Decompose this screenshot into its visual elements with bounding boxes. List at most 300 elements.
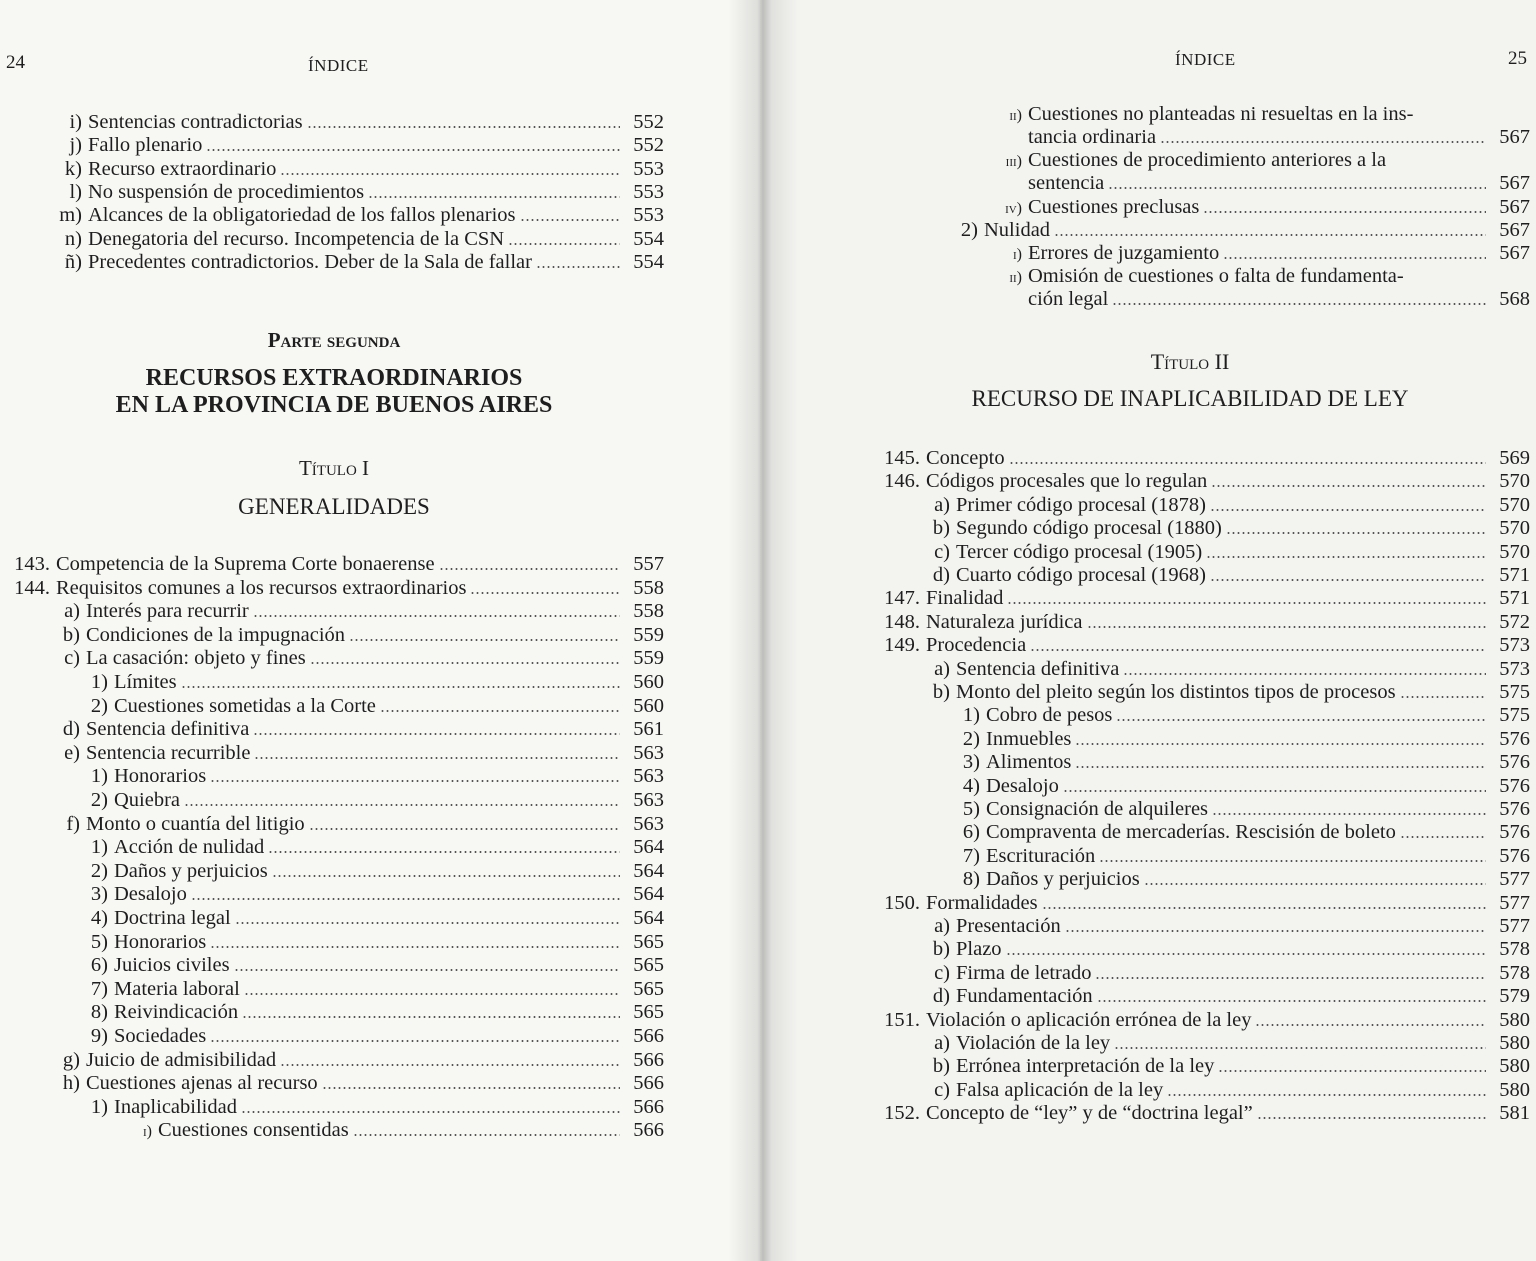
leader-dots <box>1400 695 1486 699</box>
toc-entry-label: m) <box>59 204 82 227</box>
toc-entry-text: Nulidad <box>984 219 1051 241</box>
toc-entry-text: Inaplicabilidad <box>114 1095 237 1118</box>
toc-entry-label: g) <box>62 1048 80 1071</box>
toc-entry-page: 558 <box>633 600 664 623</box>
toc-entry-text: Sentencia definitiva <box>956 657 1120 680</box>
toc-entry-label: iv) <box>1005 199 1022 217</box>
leader-dots <box>210 1039 620 1043</box>
toc-entry-text: Honorarios <box>114 765 207 788</box>
toc-entry-text: Fallo plenario <box>88 134 203 157</box>
toc-entry-label: 2) <box>960 219 978 241</box>
toc-entry-text: Errores de juzgamiento <box>1028 242 1220 265</box>
toc-entry-label: 149. <box>884 634 920 657</box>
toc-entry-page: 566 <box>633 1119 664 1142</box>
toc-entry <box>920 657 1530 681</box>
toc-entry-page: 554 <box>633 227 664 250</box>
toc-entry <box>44 180 664 204</box>
toc-entry <box>4 552 664 576</box>
leader-dots <box>1042 906 1486 910</box>
toc-entry <box>872 633 1530 657</box>
leader-dots <box>349 638 620 642</box>
toc-entry <box>52 646 664 670</box>
toc-entry-text: Cuestiones sometidas a la Corte <box>114 694 376 717</box>
toc-entry <box>920 937 1530 961</box>
toc-entry-page: 580 <box>1499 1055 1530 1078</box>
toc-entry-label: 2) <box>90 859 108 882</box>
toc-entry <box>52 741 664 765</box>
toc-entry-page: 566 <box>633 1095 664 1118</box>
toc-entry-label: b) <box>932 1055 950 1078</box>
toc-entry-continuation <box>1028 171 1530 195</box>
toc-entry-label: 2) <box>90 789 108 811</box>
toc-entry-page: 576 <box>1499 844 1530 867</box>
toc-entry <box>872 586 1530 610</box>
leader-dots <box>244 992 620 996</box>
toc-entry-text: Desalojo <box>986 774 1059 797</box>
leader-dots <box>272 874 620 878</box>
toc-entry-label: a) <box>934 915 950 937</box>
toc-entry <box>966 241 1530 265</box>
toc-entry <box>44 157 664 181</box>
left-page <box>0 0 760 1261</box>
toc-entry-page: 565 <box>633 954 664 977</box>
toc-entry-text: Sentencia recurrible <box>86 741 251 764</box>
toc-entry-text: Cobro de pesos <box>986 704 1113 727</box>
leader-dots <box>520 218 620 222</box>
toc-entry-continuation <box>1028 287 1530 311</box>
leader-dots <box>1097 999 1486 1003</box>
toc-entry-page: 579 <box>1499 985 1530 1008</box>
toc-entry <box>52 1071 664 1095</box>
toc-entry-label: a) <box>934 493 950 516</box>
toc-entry-label: 147. <box>884 587 920 610</box>
toc-entry-page: 578 <box>1499 961 1530 984</box>
leader-dots <box>210 945 620 949</box>
toc-entry <box>966 264 1490 288</box>
toc-entry-label: d) <box>932 564 950 586</box>
toc-entry-page: 581 <box>1499 1102 1530 1125</box>
leader-dots <box>253 732 620 736</box>
leader-dots <box>368 195 620 199</box>
toc-entry-text: Formalidades <box>926 891 1038 914</box>
leader-dots <box>1167 1093 1486 1097</box>
toc-entry <box>966 195 1530 219</box>
toc-entry-text: Alimentos <box>986 751 1072 774</box>
toc-entry-page: 573 <box>1499 634 1530 657</box>
toc-entry-label: i) <box>1013 246 1022 264</box>
leader-dots <box>1087 625 1486 629</box>
toc-entry-page: 563 <box>633 812 664 835</box>
toc-entry <box>52 1048 664 1072</box>
toc-entry-page: 566 <box>633 1072 664 1095</box>
toc-entry-text: Cuestiones consentidas <box>158 1119 349 1142</box>
leader-dots <box>1114 1046 1486 1050</box>
toc-entry-text-line-1: Cuestiones de procedimiento anteriores a la <box>1028 149 1387 172</box>
toc-entry <box>920 1078 1530 1102</box>
toc-entry-page: 567 <box>1499 126 1530 148</box>
leader-dots <box>536 265 620 269</box>
toc-entry-page: 572 <box>1499 610 1530 633</box>
leader-dots <box>1009 461 1486 465</box>
toc-entry-page: 566 <box>633 1048 664 1071</box>
toc-entry-text-line-1: Omisión de cuestiones o falta de fundamenta- <box>1028 265 1404 288</box>
toc-entry-text: Condiciones de la impugnación <box>86 623 346 646</box>
toc-entry-label: ñ) <box>64 250 82 273</box>
part-label: Parte segunda <box>267 328 401 352</box>
leader-dots <box>1203 210 1486 214</box>
toc-entry-label: d) <box>62 718 80 741</box>
toc-entry-page: 573 <box>1499 657 1530 680</box>
toc-entry <box>948 844 1530 868</box>
leader-dots <box>1218 1069 1486 1073</box>
toc-entry <box>872 610 1530 634</box>
toc-entry-text: Materia laboral <box>114 977 240 1000</box>
toc-entry-page: 554 <box>633 250 664 273</box>
toc-entry-text: Quiebra <box>114 789 181 811</box>
leader-dots <box>184 803 620 807</box>
toc-entry <box>948 727 1530 751</box>
toc-entry-page: 553 <box>633 204 664 227</box>
toc-entry-page: 565 <box>633 930 664 953</box>
leader-dots <box>1112 302 1486 306</box>
toc-entry-label: b) <box>932 681 950 703</box>
toc-entry-text: Reivindicación <box>114 1001 239 1024</box>
toc-entry-text: No suspensión de procedimientos <box>88 180 365 203</box>
toc-entry-label: 3) <box>962 751 980 774</box>
toc-entry-page: 557 <box>633 553 664 575</box>
leader-dots <box>309 827 620 831</box>
toc-entry <box>52 717 664 741</box>
toc-entry-label: c) <box>934 1078 950 1101</box>
toc-entry-text: Doctrina legal <box>114 907 231 929</box>
toc-entry-label: i) <box>69 111 82 133</box>
toc-entry-label: 8) <box>90 1001 108 1024</box>
toc-entry <box>80 788 664 812</box>
leader-dots <box>307 125 620 129</box>
toc-entry-text: Denegatoria del recurso. Incompetencia de la CSN <box>88 227 505 250</box>
part-title-line-1: RECURSOS EXTRAORDINARIOS <box>145 365 523 391</box>
toc-entry <box>920 1031 1530 1055</box>
leader-dots <box>1212 812 1486 816</box>
leader-dots <box>1075 742 1486 746</box>
toc-entry-page: 563 <box>633 765 664 788</box>
toc-entry-page: 577 <box>1499 915 1530 937</box>
titulo-2-name: RECURSO DE INAPLICABILIDAD DE LEY <box>971 386 1409 411</box>
toc-entry-text-line-2: sentencia <box>1028 172 1105 195</box>
leader-dots <box>1160 140 1486 144</box>
toc-entry-label: i) <box>143 1123 152 1141</box>
toc-entry-label: c) <box>934 540 950 563</box>
leader-dots <box>1065 929 1486 933</box>
toc-entry-page: 578 <box>1499 938 1530 961</box>
leader-dots <box>1223 256 1486 260</box>
leader-dots <box>1400 835 1486 839</box>
toc-entry-text: Precedentes contradictorios. Deber de la Sala de fallar <box>88 250 532 273</box>
toc-entry-page: 564 <box>633 836 664 859</box>
leader-dots <box>353 1133 620 1137</box>
toc-entry <box>872 1101 1530 1125</box>
toc-entry <box>80 835 664 859</box>
toc-entry <box>44 250 664 274</box>
toc-entry-label: d) <box>932 985 950 1008</box>
toc-entry-text: Sentencias contradictorias <box>88 111 303 133</box>
toc-entry-text: Escrituración <box>986 844 1096 867</box>
toc-entry-label: 1) <box>90 765 108 788</box>
toc-entry <box>872 469 1530 493</box>
toc-entry-text: Monto o cuantía del litigio <box>86 812 305 835</box>
toc-entry-text: Sociedades <box>114 1025 207 1047</box>
toc-entry-page: 564 <box>633 859 664 882</box>
toc-entry-page: 580 <box>1499 1032 1530 1054</box>
toc-entry-label: 9) <box>90 1025 108 1047</box>
toc-entry-label: 5) <box>962 798 980 820</box>
toc-entry-page: 559 <box>633 623 664 646</box>
toc-entry-page: 580 <box>1499 1008 1530 1031</box>
toc-entry-text: Interés para recurrir <box>86 600 249 623</box>
toc-entry-page: 552 <box>633 111 664 133</box>
toc-entry <box>80 670 664 694</box>
toc-entry-label: l) <box>69 180 82 203</box>
toc-entry-page: 552 <box>633 134 664 157</box>
titulo-name: GENERALIDADES <box>238 494 430 519</box>
toc-entry-page: 565 <box>633 1001 664 1024</box>
toc-entry-text: Falsa aplicación de la ley <box>956 1078 1164 1101</box>
toc-entry-label: e) <box>64 741 80 764</box>
toc-entry-label: iii) <box>1005 153 1022 171</box>
leader-dots <box>181 685 620 689</box>
toc-entry-text: Recurso extraordinario <box>88 157 277 180</box>
toc-entry-label: h) <box>62 1072 80 1095</box>
toc-entry-page: 567 <box>1499 172 1530 195</box>
toc-entry-text: Tercer código procesal (1905) <box>956 540 1203 563</box>
toc-entry-text: Compraventa de mercaderías. Rescisión de boleto <box>986 821 1396 844</box>
right-running-head: ÍNDICE <box>1175 50 1236 69</box>
titulo-2-label: Título II <box>1150 349 1230 374</box>
toc-entry-label: 6) <box>962 821 980 844</box>
toc-entry-page: 571 <box>1499 587 1530 610</box>
toc-entry-label: n) <box>64 227 82 250</box>
toc-entry-text: Honorarios <box>114 930 207 953</box>
toc-entry-page: 576 <box>1499 774 1530 797</box>
toc-entry-page: 576 <box>1499 798 1530 820</box>
toc-entry-label: 8) <box>962 868 980 891</box>
toc-entry <box>948 703 1530 727</box>
right-page-number: 25 <box>1508 48 1527 69</box>
toc-entry <box>920 516 1530 540</box>
toc-entry-page: 576 <box>1499 727 1530 750</box>
toc-entry-label: 1) <box>90 1095 108 1118</box>
leader-dots <box>1116 718 1486 722</box>
left-running-head: ÍNDICE <box>308 56 369 75</box>
leader-dots <box>191 897 620 901</box>
right-page <box>760 0 1536 1261</box>
toc-entry-label: a) <box>934 657 950 680</box>
leader-dots <box>1063 789 1486 793</box>
toc-entry <box>44 110 664 134</box>
toc-entry-label: 143. <box>14 553 50 575</box>
toc-entry-text: Errónea interpretación de la ley <box>956 1055 1215 1078</box>
leader-dots <box>508 242 620 246</box>
toc-entry <box>948 750 1530 774</box>
toc-entry <box>920 493 1530 517</box>
toc-entry-label: b) <box>932 517 950 540</box>
toc-entry <box>80 977 664 1001</box>
toc-entry <box>948 797 1530 821</box>
toc-entry-page: 567 <box>1499 195 1530 218</box>
toc-entry-label: 3) <box>90 883 108 906</box>
leader-dots <box>1210 508 1486 512</box>
leader-dots <box>280 1063 620 1067</box>
toc-entry-page: 575 <box>1499 681 1530 703</box>
toc-entry <box>52 599 664 623</box>
toc-entry <box>110 1118 664 1142</box>
toc-entry-page: 565 <box>633 977 664 1000</box>
toc-entry-label: 4) <box>962 774 980 797</box>
titulo-label: Título I <box>298 456 370 480</box>
toc-entry-text: Cuestiones preclusas <box>1028 195 1200 218</box>
toc-entry <box>938 218 1530 242</box>
toc-entry-text: Presentación <box>956 915 1061 937</box>
toc-entry-page: 560 <box>633 694 664 717</box>
leader-dots <box>1054 233 1486 237</box>
toc-entry-label: 148. <box>884 610 920 633</box>
leader-dots <box>241 1110 620 1114</box>
toc-entry-text: Acción de nulidad <box>114 836 265 859</box>
toc-entry-page: 563 <box>633 741 664 764</box>
toc-entry-label: b) <box>62 623 80 646</box>
toc-entry-text: Sentencia definitiva <box>86 718 250 741</box>
toc-entry-page: 564 <box>633 907 664 929</box>
leader-dots <box>1123 672 1486 676</box>
toc-entry-label: 151. <box>884 1008 920 1031</box>
toc-entry-page: 570 <box>1499 517 1530 540</box>
toc-entry-label: 2) <box>962 727 980 750</box>
toc-entry-text: Límites <box>114 671 177 693</box>
toc-entry-label: 7) <box>90 977 108 1000</box>
toc-entry-text-line-1: Cuestiones no planteadas ni resueltas en la ins- <box>1028 103 1414 125</box>
toc-entry-text: Daños y perjuicios <box>114 859 268 882</box>
toc-entry <box>44 203 664 227</box>
toc-entry-text: Cuarto código procesal (1968) <box>956 564 1206 586</box>
toc-entry-text: Violación o aplicación errónea de la ley <box>926 1008 1252 1031</box>
toc-entry-text-line-2: ción legal <box>1028 288 1109 311</box>
toc-entry <box>948 774 1530 798</box>
toc-entry-label: 4) <box>90 907 108 929</box>
toc-entry-label: ii) <box>1009 269 1022 287</box>
toc-entry-text: Inmuebles <box>986 727 1072 750</box>
toc-entry-label: k) <box>64 157 82 180</box>
toc-entry-label: 1) <box>90 836 108 859</box>
toc-entry-text: Competencia de la Suprema Corte bonaerense <box>56 553 435 575</box>
toc-entry <box>80 859 664 883</box>
leader-dots <box>254 756 620 760</box>
leader-dots <box>242 1015 620 1019</box>
leader-dots <box>280 172 620 176</box>
leader-dots <box>439 567 620 571</box>
toc-entry-page: 570 <box>1499 540 1530 563</box>
leader-dots <box>1075 765 1486 769</box>
toc-entry-label: 6) <box>90 954 108 977</box>
leader-dots <box>1108 186 1486 190</box>
toc-entry-text: Plazo <box>956 938 1002 961</box>
toc-entry <box>4 576 664 600</box>
toc-entry-text: Violación de la ley <box>956 1032 1111 1054</box>
toc-entry-page: 576 <box>1499 751 1530 774</box>
toc-entry <box>920 1054 1530 1078</box>
toc-entry-label: c) <box>934 961 950 984</box>
toc-entry-label: 145. <box>884 447 920 469</box>
toc-entry-label: c) <box>64 647 80 670</box>
toc-entry-text: Concepto <box>926 447 1005 469</box>
left-page-number: 24 <box>6 52 25 73</box>
toc-entry <box>80 1095 664 1119</box>
leader-dots <box>1144 882 1486 886</box>
toc-entry <box>44 227 664 251</box>
toc-entry <box>44 133 664 157</box>
toc-entry <box>80 906 664 930</box>
toc-entry-text: Cuestiones ajenas al recurso <box>86 1072 318 1095</box>
toc-entry <box>920 961 1530 985</box>
toc-entry-label: 144. <box>14 576 50 599</box>
toc-entry-label: 2) <box>90 694 108 717</box>
leader-dots <box>470 591 620 595</box>
toc-entry-page: 563 <box>633 789 664 811</box>
toc-entry-text: Primer código procesal (1878) <box>956 493 1206 516</box>
toc-entry <box>920 563 1530 587</box>
toc-entry-text: Monto del pleito según los distintos tipos de procesos <box>956 681 1396 703</box>
leader-dots <box>322 1086 620 1090</box>
toc-entry-label: b) <box>932 938 950 961</box>
toc-entry-label: a) <box>934 1032 950 1054</box>
toc-entry-page: 570 <box>1499 470 1530 493</box>
toc-entry <box>80 930 664 954</box>
toc-entry <box>966 102 1490 126</box>
leader-dots <box>380 709 620 713</box>
toc-entry-label: 1) <box>962 704 980 727</box>
toc-entry-label: 152. <box>884 1102 920 1125</box>
leader-dots <box>1206 555 1486 559</box>
toc-entry-text: Finalidad <box>926 587 1004 610</box>
leader-dots <box>235 921 620 925</box>
toc-entry-page: 568 <box>1499 288 1530 311</box>
toc-entry-page: 575 <box>1499 704 1530 727</box>
leader-dots <box>1006 952 1486 956</box>
leader-dots <box>1099 859 1486 863</box>
toc-entry <box>80 953 664 977</box>
leader-dots <box>206 148 620 152</box>
toc-entry-text: Segundo código procesal (1880) <box>956 517 1222 540</box>
toc-entry-label: ii) <box>1009 107 1022 124</box>
toc-entry <box>52 812 664 836</box>
leader-dots <box>1210 578 1486 582</box>
toc-entry <box>872 1008 1530 1032</box>
leader-dots <box>1095 976 1486 980</box>
toc-entry <box>948 820 1530 844</box>
toc-entry-label: f) <box>66 812 80 835</box>
toc-entry-label: 7) <box>962 844 980 867</box>
toc-entry-label: 150. <box>884 891 920 914</box>
toc-entry-text: Concepto de “ley” y de “doctrina legal” <box>926 1102 1253 1125</box>
toc-entry <box>966 148 1490 172</box>
leader-dots <box>1211 484 1486 488</box>
leader-dots <box>253 614 620 618</box>
toc-entry-text: Firma de letrado <box>956 961 1092 984</box>
toc-entry-text: Consignación de alquileres <box>986 798 1209 820</box>
toc-entry-page: 561 <box>633 718 664 741</box>
toc-entry-text: Juicio de admisibilidad <box>86 1048 277 1071</box>
toc-entry-page: 577 <box>1499 891 1530 914</box>
toc-entry-label: j) <box>69 134 82 157</box>
